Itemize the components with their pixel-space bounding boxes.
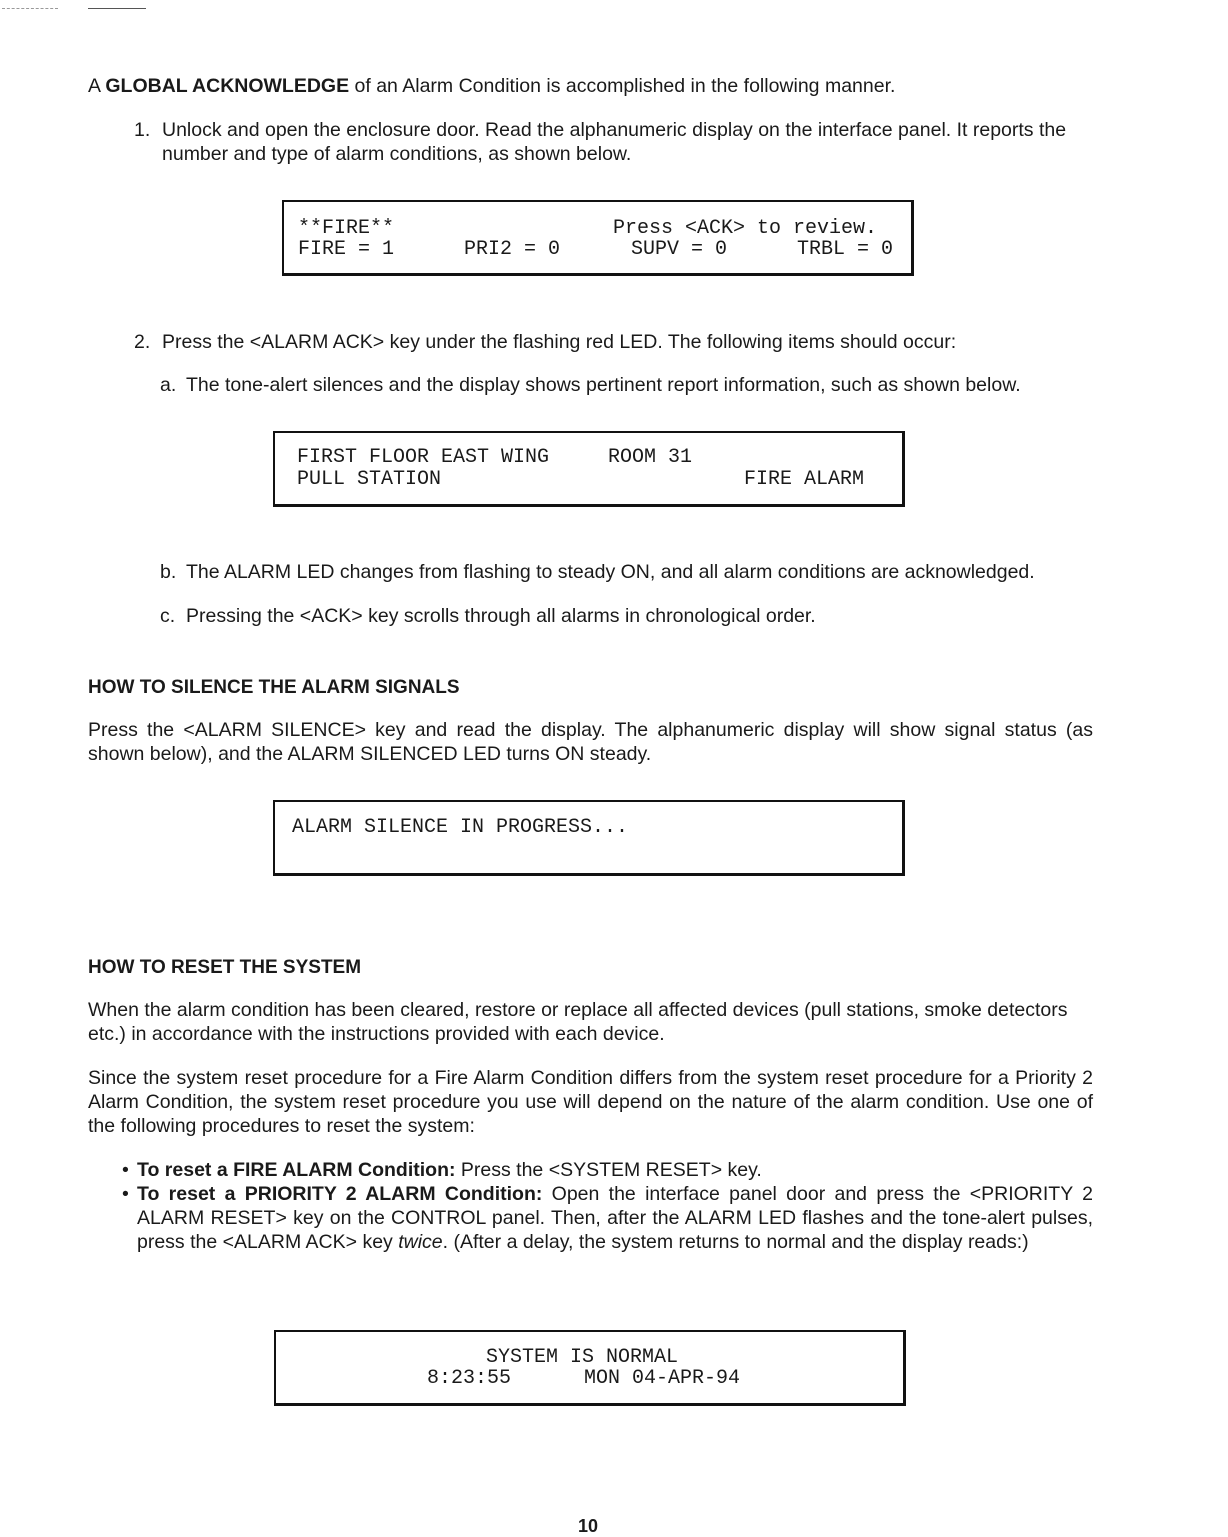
lcd-display-alarm-summary [282, 200, 914, 276]
silence-paragraph: Press the <ALARM SILENCE> key and read the display. The alphanumeric display will show signal status (as shown below), and the ALARM SILENCED LED turns ON steady. [88, 719, 1093, 765]
lcd-silence-status: ALARM SILENCE IN PROGRESS... [292, 816, 629, 839]
scan-artifact [2, 8, 58, 9]
lcd-room: ROOM 31 [608, 446, 693, 469]
lcd-review-prompt: Press <ACK> to review. [613, 217, 878, 240]
lcd-supv-count: SUPV = 0 [631, 238, 728, 261]
bullet-2-italic: twice [398, 1231, 443, 1253]
substep-c-letter: c. [160, 605, 176, 627]
bullet-1-body: Press the <SYSTEM RESET> key. [455, 1159, 762, 1181]
silence-heading: HOW TO SILENCE THE ALARM SIGNALS [88, 677, 460, 698]
lcd-date: MON 04-APR-94 [584, 1367, 741, 1390]
intro-paragraph [88, 74, 1098, 98]
intro-prefix: A [88, 75, 106, 97]
page-number: 10 [578, 1516, 599, 1536]
lcd-fire-banner: **FIRE** [298, 217, 395, 240]
header-rule [88, 8, 146, 9]
intro-suffix: of an Alarm Condition is accomplished in the following manner. [349, 75, 896, 97]
lcd-display-alarm-report [273, 431, 905, 507]
reset-paragraph-2: Since the system reset procedure for a Fire Alarm Condition differs from the system reset procedure for a Priority 2 Alarm Condition, the system reset procedure you use will depend on the nature of the alarm condition. Use one of the following procedures to reset the system: [88, 1067, 1093, 1137]
bullet-2-body-b: . (After a delay, the system returns to normal and the display reads:) [442, 1231, 1029, 1253]
reset-paragraph-1: When the alarm condition has been cleared, restore or replace all affected devices (pull stations, smoke detectors etc.) in accordance with the instructions provided with each device. [88, 999, 1068, 1045]
lcd-display-silence [273, 800, 905, 876]
step-1-number: 1. [134, 119, 151, 141]
lcd-trbl-count: TRBL = 0 [797, 238, 894, 261]
lcd-display-normal [274, 1330, 906, 1406]
lcd-device: PULL STATION [297, 468, 442, 491]
step-1-text: Unlock and open the enclosure door. Read the alphanumeric display on the interface panel. It reports the number and type of alarm conditions, as shown below. [162, 119, 1067, 165]
bullet-2-bold: To reset a PRIORITY 2 ALARM Condition: [137, 1183, 543, 1205]
bullet-2-text [137, 1182, 1093, 1254]
lcd-alarm-type: FIRE ALARM [744, 468, 865, 491]
bullet-2-body-a: Open the interface panel door and press the <PRIORITY 2 ALARM RESET> key on the CONTROL panel. Then, after the ALARM LED flashes and the tone-alert pulses, press the <ALARM ACK> key [137, 1183, 1093, 1253]
substep-a-text: The tone-alert silences and the display shows pertinent report information, such as shown below. [186, 374, 1021, 396]
lcd-pri2-count: PRI2 = 0 [464, 238, 561, 261]
substep-b-letter: b. [160, 561, 177, 583]
lcd-fire-count: FIRE = 1 [298, 238, 395, 261]
intro-bold: GLOBAL ACKNOWLEDGE [105, 75, 350, 97]
bullet-1-text [137, 1158, 1095, 1182]
lcd-time: 8:23:55 [427, 1367, 512, 1390]
bullet-2-marker: • [122, 1183, 129, 1205]
substep-a-letter: a. [160, 374, 177, 396]
substep-c-text: Pressing the <ACK> key scrolls through all alarms in chronological order. [186, 605, 816, 627]
reset-heading: HOW TO RESET THE SYSTEM [88, 957, 362, 978]
step-2-number: 2. [134, 331, 151, 353]
bullet-1-marker: • [122, 1159, 129, 1181]
step-2-text: Press the <ALARM ACK> key under the flashing red LED. The following items should occur: [162, 331, 957, 353]
lcd-location: FIRST FLOOR EAST WING [297, 446, 550, 469]
substep-b-text: The ALARM LED changes from flashing to steady ON, and all alarm conditions are acknowledged. [186, 561, 1035, 583]
bullet-1-bold: To reset a FIRE ALARM Condition: [137, 1159, 456, 1181]
lcd-system-status: SYSTEM IS NORMAL [486, 1346, 679, 1369]
